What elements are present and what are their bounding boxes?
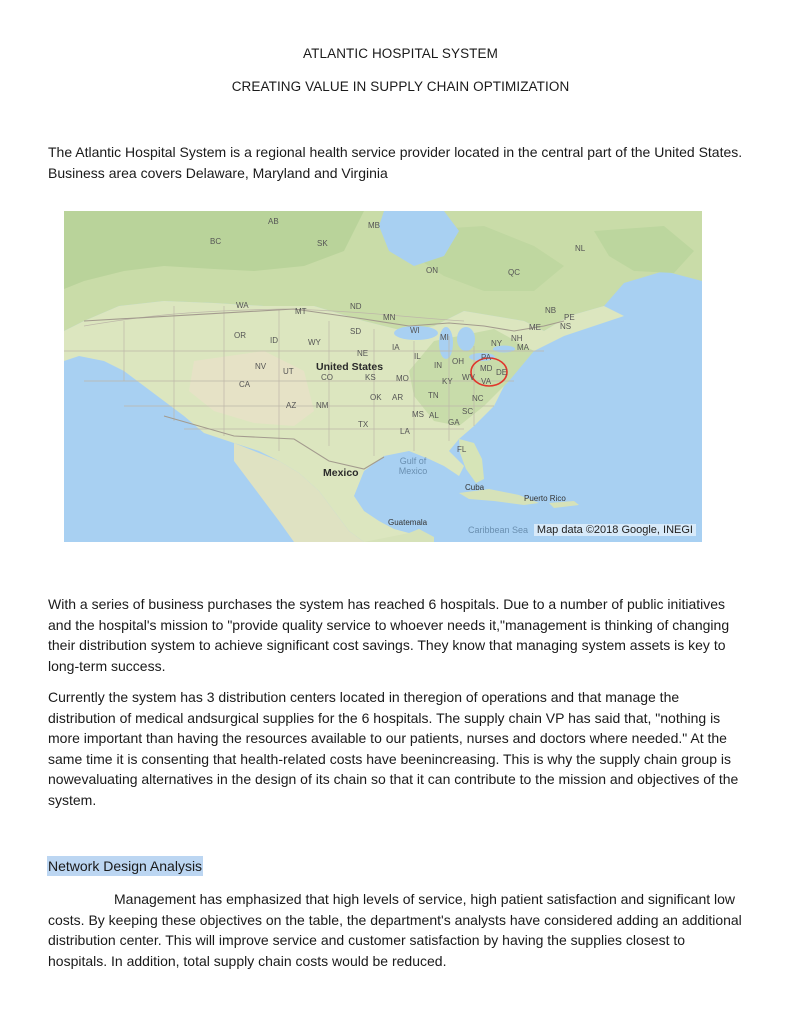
map-label-mexico: Mexico — [323, 467, 359, 479]
map-label-va: VA — [481, 377, 492, 386]
map-label-qc: QC — [508, 268, 520, 277]
map-label-united-states: United States — [316, 361, 384, 373]
intro-paragraph: The Atlantic Hospital System is a regional health service provider located in the central part of the United States. Business area covers Delaware, Maryland and Virginia — [48, 144, 743, 181]
map-label-la: LA — [400, 427, 410, 436]
map-label-mb: MB — [368, 221, 380, 230]
map-label-ks: KS — [365, 373, 376, 382]
map-label-oh: OH — [452, 357, 464, 366]
map-label-nl: NL — [575, 244, 586, 253]
map-label-co: CO — [321, 373, 333, 382]
map-label-nm: NM — [316, 401, 329, 410]
map-label-ny: NY — [491, 339, 503, 348]
map-label-ga: GA — [448, 418, 460, 427]
map-label-ma: MA — [517, 343, 529, 352]
map-label-il: IL — [414, 352, 421, 361]
map-label-sc: SC — [462, 407, 474, 416]
map-label-tn: TN — [428, 391, 439, 400]
map-label-bc: BC — [210, 237, 222, 246]
map-label-ca: CA — [239, 380, 251, 389]
map-label-mo: MO — [396, 374, 409, 383]
map-label-ne: NE — [357, 349, 369, 358]
map-label-ky: KY — [442, 377, 453, 386]
map-label-sd: SD — [350, 327, 362, 336]
map-label-wv: WV — [462, 373, 475, 382]
map-label-fl: FL — [457, 445, 467, 454]
map-label-wi: WI — [410, 326, 420, 335]
map-label-tx: TX — [358, 420, 369, 429]
map-label-sk: SK — [317, 239, 328, 248]
map-graphic — [64, 211, 702, 542]
map-label-me: ME — [529, 323, 541, 332]
map-label-pa: PA — [481, 353, 492, 362]
map-label-on: ON — [426, 266, 438, 275]
map-label-caribbean: Caribbean Sea — [468, 525, 529, 535]
document-subtitle: CREATING VALUE IN SUPPLY CHAIN OPTIMIZATION — [231, 79, 570, 94]
map-label-ms: MS — [412, 410, 424, 419]
map-label-az: AZ — [286, 401, 297, 410]
map-label-gulf: Gulf of Mexico — [398, 456, 428, 476]
map-label-mi: MI — [440, 333, 449, 342]
map-label-or: OR — [234, 331, 246, 340]
map-label-mt: MT — [295, 307, 307, 316]
paragraph-3: Management has emphasized that high levels of service, high patient satisfaction and significant low costs. By keeping these objectives on the table, the department's analysts have considered adding an additional distribution center. This will improve service and customer satisfaction by having the supplies closest to hospitals. In addition, total supply chain costs would be reduced. — [48, 891, 742, 969]
document-title: ATLANTIC HOSPITAL SYSTEM — [303, 46, 498, 61]
map-attribution: Map data ©2018 Google, INEGI — [534, 524, 696, 536]
map-label-in: IN — [434, 361, 442, 370]
map-label-de: DE — [496, 368, 508, 377]
paragraph-2: Currently the system has 3 distribution centers located in theregion of operations and that manage the distribution of medical andsurgical supplies for the 6 hospitals. The supply chain VP has said that, "nothing is more important than having the resources available to our patients, nurses and doctors where needed." At the same time it is consenting that health-related costs have beenincreasing. This is why the supply chain group is nowevaluating alternatives in the design of its chain so that it can contribute to the mission and objectives of the system. — [48, 689, 739, 808]
map-label-nv: NV — [255, 362, 267, 371]
map-label-ok: OK — [370, 393, 382, 402]
paragraph-1: With a series of business purchases the system has reached 6 hospitals. Due to a number of public initiatives and the hospital's mission to "provide quality service to whoever needs it,"management is thinking of changing their distribution system to achieve significant cost savings. They know that managing system assets is key to long-term success. — [48, 596, 730, 674]
map-label-wa: WA — [236, 301, 249, 310]
section-heading: Network Design Analysis — [48, 858, 203, 874]
map-image — [64, 211, 702, 542]
map-label-nc: NC — [472, 394, 484, 403]
map-label-pe: PE — [564, 313, 575, 322]
map-label-cuba: Cuba — [465, 483, 485, 492]
map-label-al: AL — [429, 411, 439, 420]
map-label-puerto-rico: Puerto Rico — [524, 494, 566, 503]
map-label-md: MD — [480, 364, 493, 373]
map-label-ns: NS — [560, 322, 572, 331]
map-label-id: ID — [270, 336, 278, 345]
map-label-wy: WY — [308, 338, 321, 347]
map-label-nb: NB — [545, 306, 557, 315]
map-label-nd: ND — [350, 302, 362, 311]
map-label-nh: NH — [511, 334, 523, 343]
map-label-guatemala: Guatemala — [388, 518, 428, 527]
map-label-ab: AB — [268, 217, 279, 226]
map-label-ut: UT — [283, 367, 294, 376]
map-label-ia: IA — [392, 343, 400, 352]
map-label-mn: MN — [383, 313, 396, 322]
map-label-ar: AR — [392, 393, 404, 402]
